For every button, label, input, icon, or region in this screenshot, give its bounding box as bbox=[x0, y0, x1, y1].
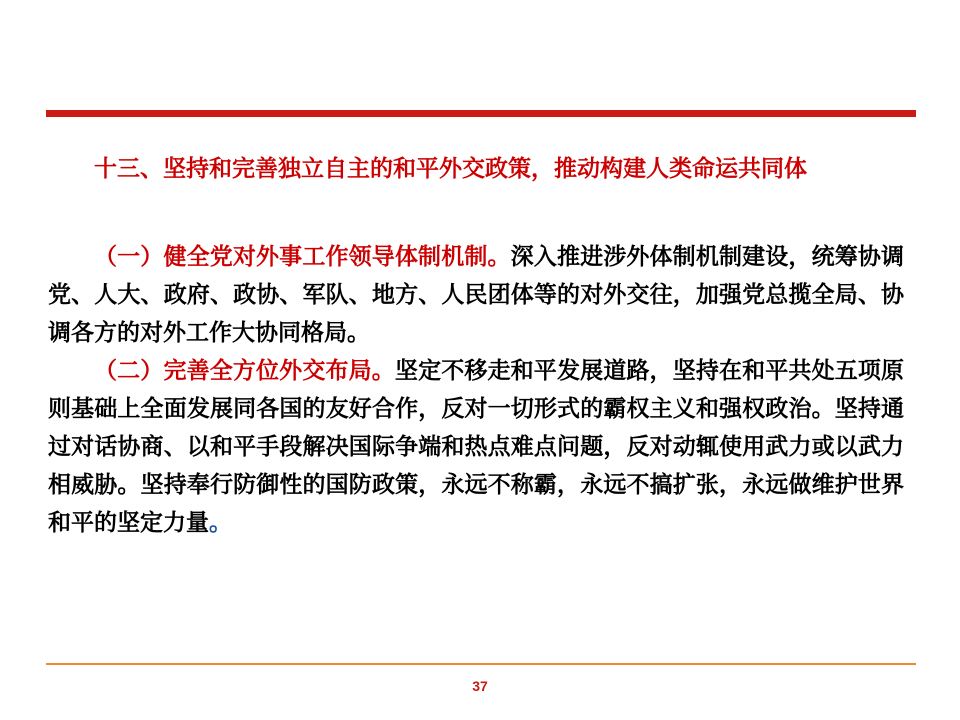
section-2-body: 坚定不移走和平发展道路，坚持在和平共处五项原则基础上全面发展同各国的友好合作，反对一切形式的霸权主义和强权政治。坚持通过对话协商、以和平手段解决国际争端和热点难点问题，反对动辄使用武力或以武力相威胁。坚持奉行防御性的国防政策，永远不称霸，永远不搞扩张，永远做维护世界和平的坚定力量 bbox=[48, 358, 905, 536]
section-1 bbox=[48, 238, 904, 352]
slide-content bbox=[48, 150, 904, 542]
section-2-end-mark: 。 bbox=[209, 510, 232, 536]
top-divider bbox=[46, 110, 916, 117]
section-1-body: 深入推进涉外体制机制建设，统筹协调党、人大、政府、政协、军队、地方、人民团体等的对外交往，加强党总揽全局、协调各方的对外工作大协同格局。 bbox=[48, 244, 905, 346]
section-2-heading: （二）完善全方位外交布局。 bbox=[94, 358, 395, 384]
page-number: 37 bbox=[472, 678, 488, 694]
slide-title: 十三、坚持和完善独立自主的和平外交政策，推动构建人类命运共同体 bbox=[94, 156, 807, 182]
bottom-divider bbox=[46, 663, 916, 665]
section-1-heading: （一）健全党对外事工作领导体制机制。 bbox=[94, 244, 511, 270]
title-spacer bbox=[48, 188, 904, 238]
section-2 bbox=[48, 352, 904, 542]
